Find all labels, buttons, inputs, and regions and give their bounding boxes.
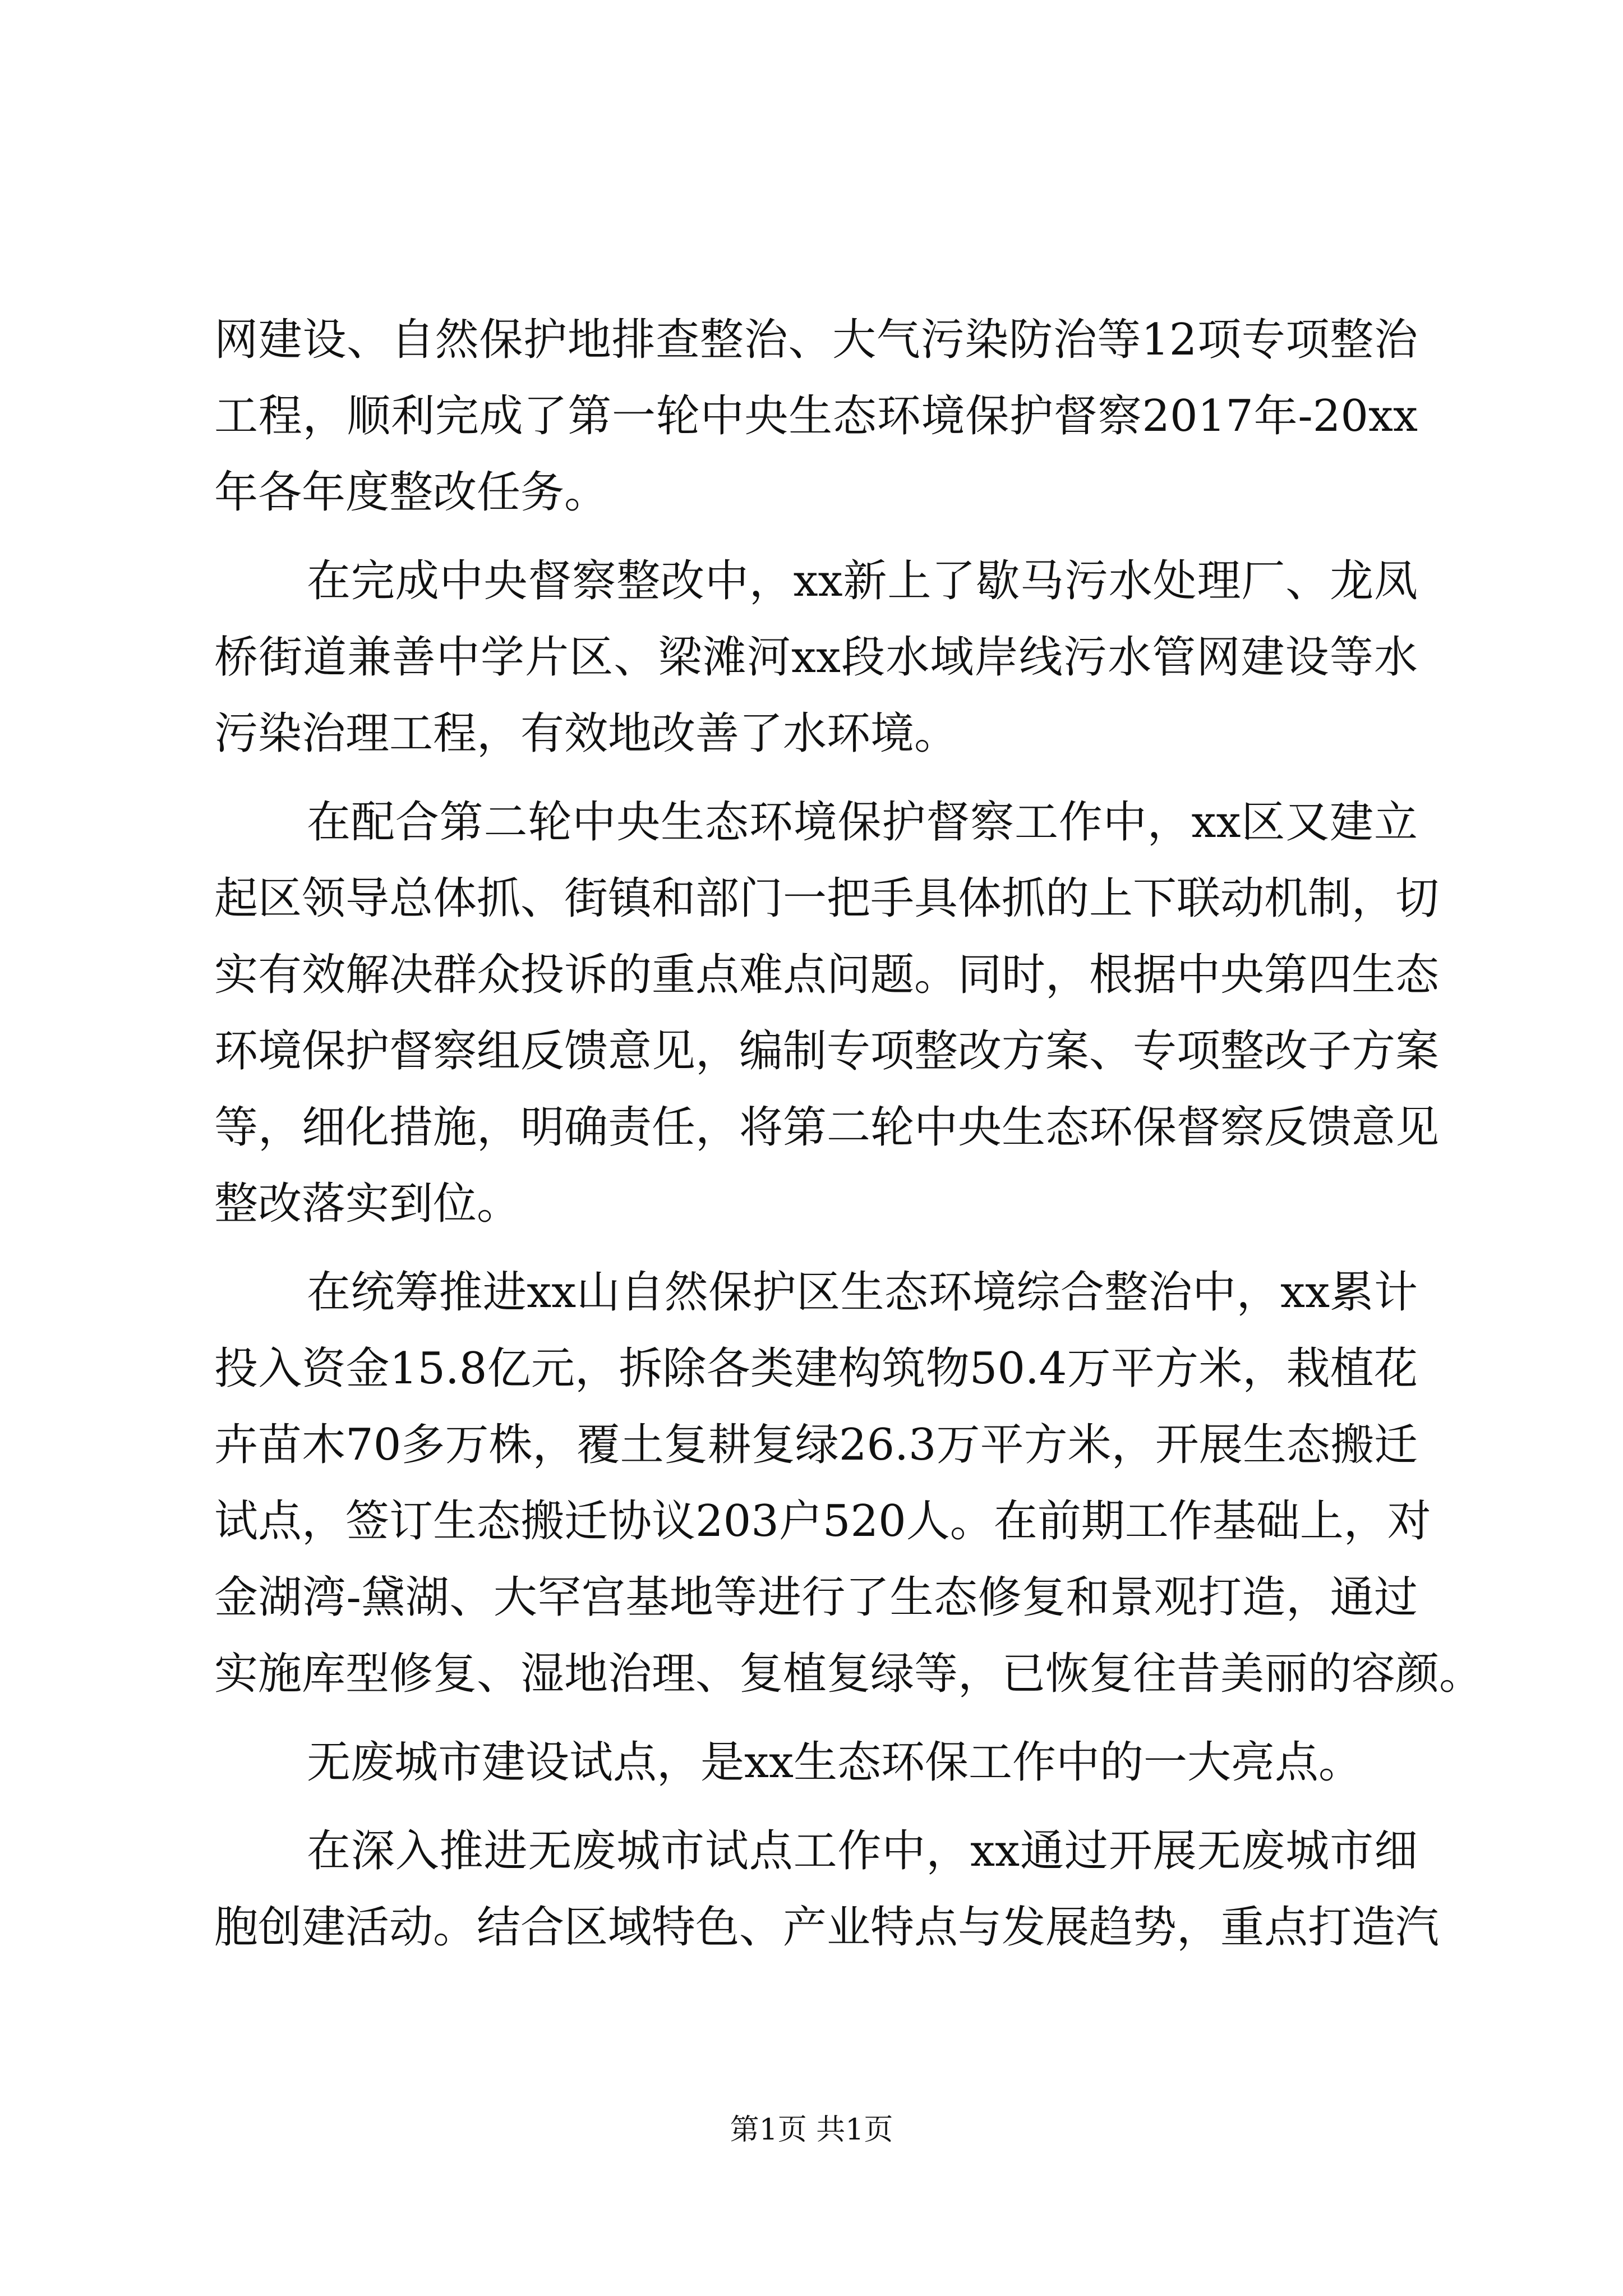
paragraph xyxy=(214,784,1440,1242)
document-body xyxy=(214,302,1483,1966)
text-line: 整改落实到位。 xyxy=(214,1179,521,1229)
text-line: 实施库型修复、湿地治理、复植复绿等，已恢复往昔美丽的容颜。 xyxy=(214,1649,1483,1699)
paragraph xyxy=(214,1254,1483,1712)
text-line: 工程，顺利完成了第一轮中央生态环境保护督察2017年-20xx xyxy=(214,391,1418,441)
text-line: 等，细化措施，明确责任，将第二轮中央生态环保督察反馈意见 xyxy=(214,1102,1440,1153)
page-footer xyxy=(0,2110,1623,2150)
text-line: 在统筹推进xx山自然保护区生态环境综合整治中，xx累计 xyxy=(307,1267,1418,1318)
text-line: 起区领导总体抓、街镇和部门一把手具体抓的上下联动机制，切 xyxy=(214,873,1440,924)
text-line: 在深入推进无废城市试点工作中，xx通过开展无废城市细 xyxy=(307,1826,1418,1876)
text-line: 投入资金15.8亿元，拆除各类建构筑物50.4万平方米，栽植花 xyxy=(214,1343,1418,1394)
text-line: 网建设、自然保护地排查整治、大气污染防治等12项专项整治 xyxy=(214,315,1418,365)
text-line: 桥街道兼善中学片区、梁滩河xx段水域岸线污水管网建设等水 xyxy=(214,632,1418,683)
paragraph xyxy=(214,1813,1440,1966)
paragraph xyxy=(214,1724,1418,1801)
text-line: 实有效解决群众投诉的重点难点问题。同时，根据中央第四生态 xyxy=(214,950,1440,1000)
text-line: 在配合第二轮中央生态环境保护督察工作中，xx区又建立 xyxy=(307,797,1418,848)
text-line: 胞创建活动。结合区域特色、产业特点与发展趋势，重点打造汽 xyxy=(214,1902,1440,1953)
text-line: 试点，签订生态搬迁协议203户520人。在前期工作基础上，对 xyxy=(214,1496,1431,1547)
text-line: 无废城市建设试点，是xx生态环保工作中的一大亮点。 xyxy=(307,1737,1362,1788)
text-line: 金湖湾-黛湖、大罕宫基地等进行了生态修复和景观打造，通过 xyxy=(214,1572,1418,1623)
paragraph xyxy=(214,543,1418,772)
text-line: 环境保护督察组反馈意见，编制专项整改方案、专项整改子方案 xyxy=(214,1026,1440,1076)
text-line: 污染治理工程，有效地改善了水环境。 xyxy=(214,708,958,759)
paragraph xyxy=(214,302,1418,531)
text-line: 在完成中央督察整改中，xx新上了歇马污水处理厂、龙凤 xyxy=(307,556,1418,606)
text-line: 卉苗木70多万株，覆土复耕复绿26.3万平方米，开展生态搬迁 xyxy=(214,1420,1418,1470)
page-number: 第1页 共1页 xyxy=(730,2113,893,2147)
text-line: 年各年度整改任务。 xyxy=(214,467,608,518)
